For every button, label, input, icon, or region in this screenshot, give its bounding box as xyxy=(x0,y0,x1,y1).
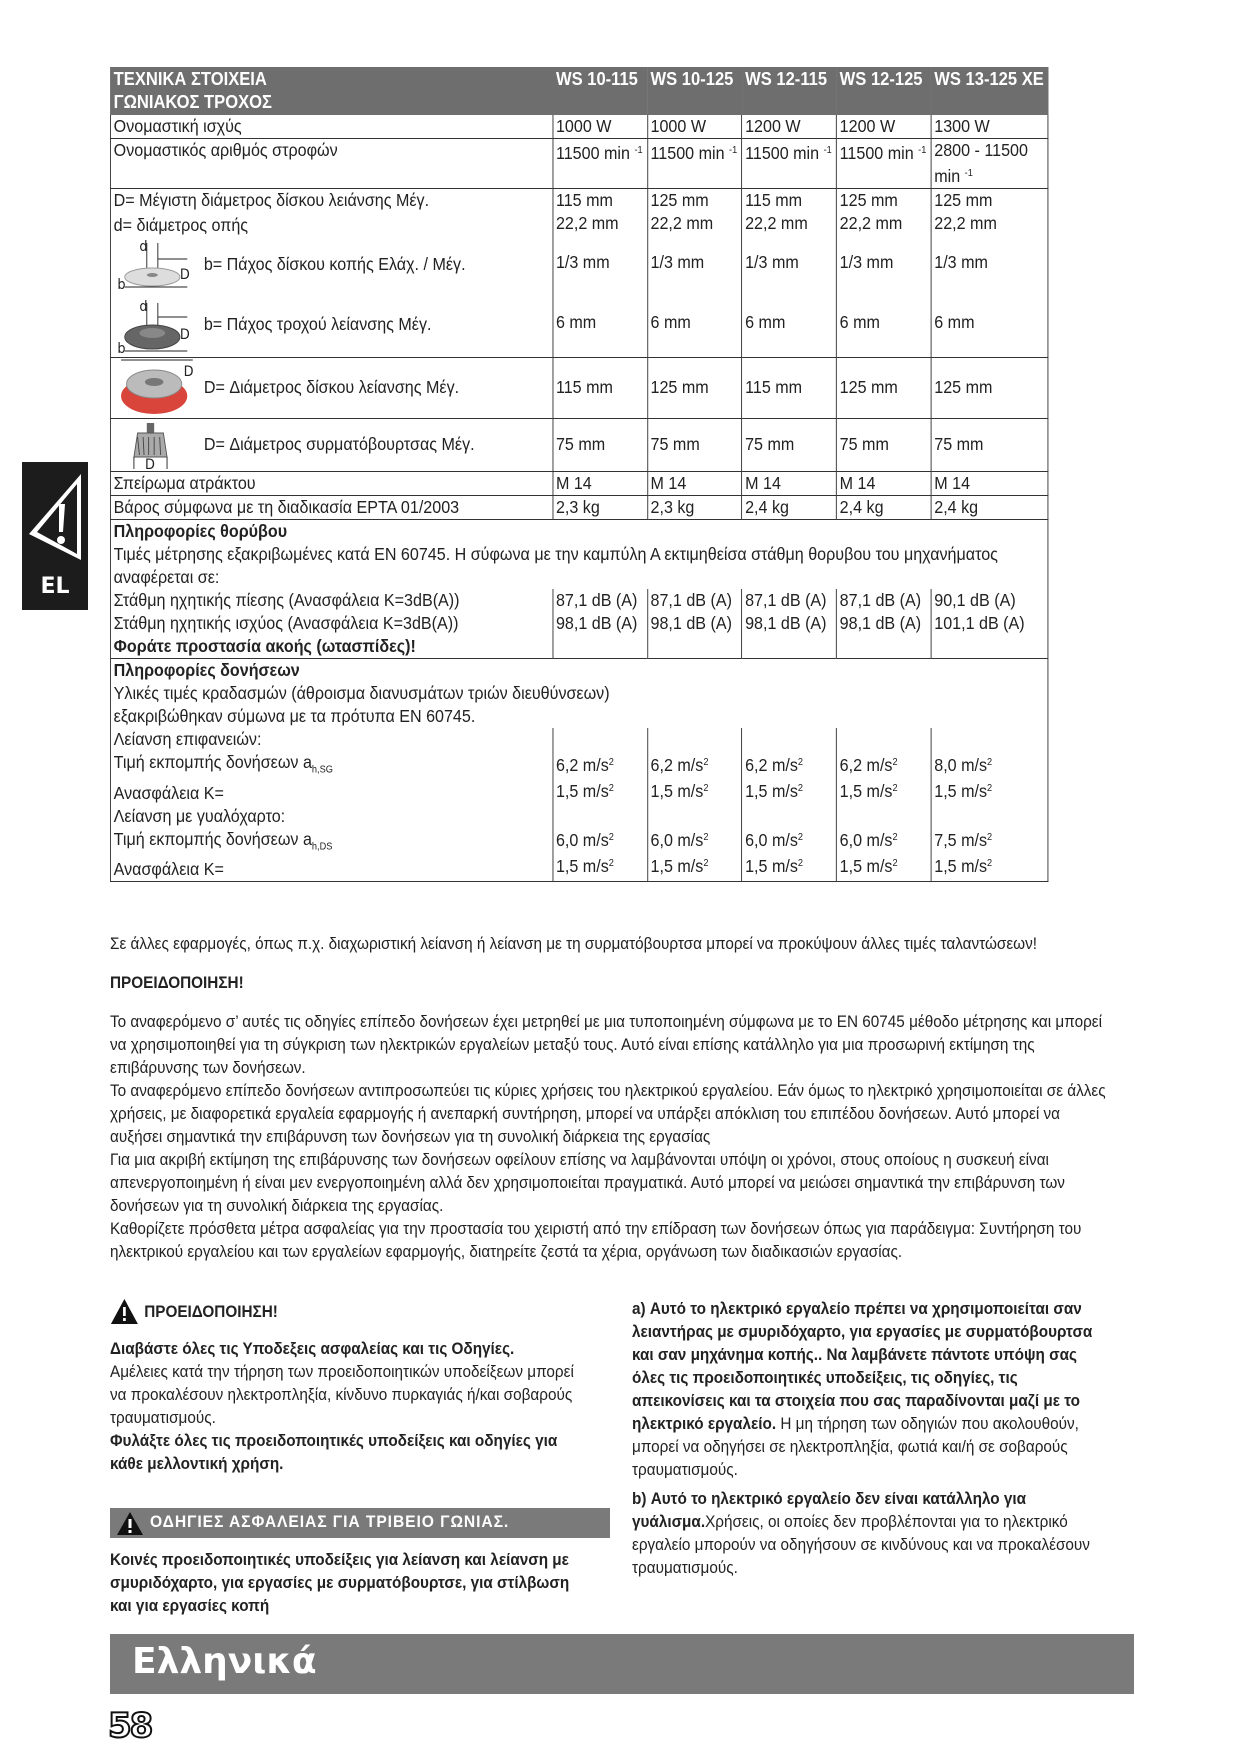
language-title: Ελληνικά xyxy=(132,1641,317,1682)
language-tab xyxy=(22,462,88,610)
warning-paragraph: Το αναφερόμενο επίπεδο δονήσεων αντιπροσωπεύει τις κύριες χρήσεις του ηλεκτρικού εργαλείου. Εάν όμως το ηλεκτρικό χρησιμοποιείται σε άλλες χρήσεις, με διαφορετικά εργαλεία εφαρμογής ή ανεπαρκή συντήρηση, μπορεί να υπάρξει απόκλιση του επιπέδου δονήσεων. Αυτό μπορεί να αυξήσει σημαντικά την επιβάρυνση των δονήσεων για τη συνολική διάρκεια της εργασίας xyxy=(110,1081,1106,1146)
model-header: WS 10-125 xyxy=(647,68,742,115)
cell: 125 mm 22,2 mm 1/3 mm 6 mm xyxy=(647,189,742,358)
table-row xyxy=(110,589,1047,659)
safety-instructions-bar: ΟΔΗΓΙΕΣ ΑΣΦΑΛΕΙΑΣ ΓΙΑ ΤΡΙΒΕΙΟ ΓΩΝΙΑΣ. xyxy=(110,1508,610,1538)
table-row xyxy=(110,358,1047,419)
model-header: WS 12-125 xyxy=(836,68,931,115)
vibration-intro: Υλικές τιμές κραδασμών (άθροισμα διανυσμάτων τριών διευθύνσεων) εξακριβώθηκαν σύμωνα με τα πρότυπα EN 60745. xyxy=(113,683,610,726)
table-row xyxy=(110,419,1047,472)
cell: 87,1 dB (A) 98,1 dB (A) xyxy=(553,589,648,659)
ear-protection-note: Φοράτε προστασία ακοής (ωτασπίδες)! xyxy=(113,636,416,656)
cell: M 14 xyxy=(836,472,931,496)
cutting-disc-icon xyxy=(117,237,191,295)
table-row xyxy=(110,472,1047,496)
cell: 11500 min $^{-1}$ xyxy=(647,139,742,189)
warning-heading: ΠΡΟΕΙΔΟΠΟΙΗΣΗ! xyxy=(110,973,244,992)
safety-warning-title: ΠΡΟΕΙΔΟΠΟΙΗΣΗ! xyxy=(110,1297,578,1325)
cell: 11500 min $^{-1}$ xyxy=(553,139,648,189)
model-header: WS 13-125 XE xyxy=(931,68,1048,115)
left-column xyxy=(110,1297,578,1475)
cell: 75 mm xyxy=(553,419,648,472)
cell: 125 mm xyxy=(836,358,931,419)
warning-triangle-icon xyxy=(116,1510,144,1536)
cell: 11500 min $^{-1}$ xyxy=(836,139,931,189)
cell: 115 mm 22,2 mm 1/3 mm 6 mm xyxy=(742,189,837,358)
svg-text:D: D xyxy=(183,364,194,381)
cell: 115 mm xyxy=(742,358,837,419)
instruction-b: b) Αυτό το ηλεκτρικό εργαλείο δεν είναι κατάλληλο για γυάλισμα.Χρήσεις, οι οποίες δεν προβλέπονται για το ηλεκτρικό εργαλείο μπορούν να οδηγήσουν σε κινδύνους και να προκαλέσουν τραυματισμούς. xyxy=(632,1489,1090,1577)
svg-text:D: D xyxy=(179,267,190,284)
cell: 6,2 $m/s^2$ 1,5 $m/s^2$ 6,0 $m/s^2$ 1,5 $m/s^2$ xyxy=(742,728,837,882)
language-footer xyxy=(110,1634,1134,1694)
warning-body xyxy=(110,1010,1109,1263)
other-applications-note: Σε άλλες εφαρμογές, όπως π.χ. διαχωριστική λείανση ή λείανση με τη συρματόβουρτσα μπορεί να προκύψουν άλλες τιμές ταλαντώσεων! xyxy=(110,934,1038,953)
table-row xyxy=(110,496,1047,520)
table-row xyxy=(110,728,1047,882)
svg-text:D: D xyxy=(179,327,190,344)
svg-text:D: D xyxy=(144,457,155,471)
wire-brush-icon xyxy=(117,419,196,471)
cell: M 14 xyxy=(742,472,837,496)
instruction-a: a) Αυτό το ηλεκτρικό εργαλείο πρέπει να χρησιμοποιείται σαν λειαντήρας με σμυριδόχαρτο, για εργασίες με συρματόβουρτσα και σαν μηχάνημα κοπής.. Να λαμβάνετε πάντοτε υπόψη σας όλες τις προειδοποιητικές υποδείξεις, τις οδηγίες, τις απεικονίσεις και τα στοιχεία που σας παραδίνονται μαζί με το ηλεκτρικό εργαλείο. Η μη τήρηση των οδηγιών που ακολουθούν, μπορεί να οδηγήσει σε ηλεκτροπληξία, φωτιά και/ή σε σοβαρούς τραυματισμούς. xyxy=(632,1299,1093,1479)
row-label: Ονομαστικός αριθμός στροφών xyxy=(110,139,552,189)
cell: 2,3 kg xyxy=(553,496,648,520)
cell: 115 mm xyxy=(553,358,648,419)
warning-paragraph: Το αναφερόμενο σ’ αυτές τις οδηγίες επίπεδο δονήσεων έχει μετρηθεί με μια τυποποιημένη σύμφωνα με το EN 60745 μέθοδο μέτρησης και μπορεί να χρησιμοποιηθεί για τη σύγκριση των ηλεκτρικών εργαλείων μεταξύ τους. Αυτό είναι επίσης κατάλληλο για μια προσωρινή εκτίμηση της επιβάρυνσης των δονήσεων. xyxy=(110,1012,1103,1077)
cell: 8,0 $m/s^2$ 1,5 $m/s^2$ 7,5 $m/s^2$ 1,5 $m/s^2$ xyxy=(931,728,1048,882)
cell: 75 mm xyxy=(931,419,1048,472)
row-label: Βάρος σύμφωνα με τη διαδικασία EPTA 01/2003 xyxy=(110,496,552,520)
grinding-wheel-row: d b D b= Πάχος τροχού λείανσης Μέγ. xyxy=(114,297,550,357)
cell: 125 mm 22,2 mm 1/3 mm 6 mm xyxy=(836,189,931,358)
svg-text:b: b xyxy=(117,277,126,294)
cell: 6,2 $m/s^2$ 1,5 $m/s^2$ 6,0 $m/s^2$ 1,5 $m/s^2$ xyxy=(836,728,931,882)
cell: 2,4 kg xyxy=(742,496,837,520)
cell: 2,3 kg xyxy=(647,496,742,520)
cell: 1200 W xyxy=(742,115,837,139)
cell: 75 mm xyxy=(647,419,742,472)
svg-text:b: b xyxy=(117,341,126,355)
cell: 1200 W xyxy=(836,115,931,139)
vibration-heading: Πληροφορίες δονήσεων xyxy=(113,660,300,680)
cutting-disc-row: d b D b= Πάχος δίσκου κοπής Ελάχ. / Μέγ. xyxy=(114,237,550,297)
cell: 125 mm xyxy=(647,358,742,419)
table-row xyxy=(110,139,1047,189)
model-header: WS 10-115 xyxy=(553,68,648,115)
cell: 115 mm 22,2 mm 1/3 mm 6 mm xyxy=(553,189,648,358)
vibration-section xyxy=(110,659,1047,729)
row-label: D D= Διάμετρος δίσκου λείανσης Μέγ. xyxy=(110,358,552,419)
row-label: Σπείρωμα ατράκτου xyxy=(110,472,552,496)
cell: 125 mm xyxy=(931,358,1048,419)
keep-instructions: Φυλάξτε όλες τις προειδοποιητικές υποδείξεις και οδηγίες για κάθε μελλοντική χρήση. xyxy=(110,1431,558,1473)
table-header-row xyxy=(110,68,1047,115)
common-warnings: Κοινές προειδοποιητικές υποδείξεις για λείανση και λείανση με σμυριδόχαρτο, για εργασίες με συρματόβουρτσε, για στίλβωση και για εργασίες κοπή xyxy=(110,1550,570,1615)
table-row xyxy=(110,115,1047,139)
cell: 1300 W xyxy=(931,115,1048,139)
cell: M 14 xyxy=(647,472,742,496)
cell: 87,1 dB (A) 98,1 dB (A) xyxy=(742,589,837,659)
row-label: D= Μέγιστη διάμετρος δίσκου λειάνσης Μέγ. d= διάμετρος οπής d b D b= Πάχος δίσκου κοπής Ελάχ. / Μέγ. d b D b= Πάχος τροχού λείανσης Μέγ. xyxy=(110,189,552,358)
sanding-disc-icon xyxy=(117,358,196,418)
table-row xyxy=(110,189,1047,358)
cell: 2,4 kg xyxy=(931,496,1048,520)
svg-text:d: d xyxy=(139,299,148,316)
technical-data-table xyxy=(110,67,1048,882)
cell: 6,2 $m/s^2$ 1,5 $m/s^2$ 6,0 $m/s^2$ 1,5 $m/s^2$ xyxy=(553,728,648,882)
noise-heading: Πληροφορίες θορύβου xyxy=(113,521,288,541)
cell: 1000 W xyxy=(553,115,648,139)
read-instructions: Διαβάστε όλες τις Υποδεξεις ασφαλείας και τις Οδηγίες. xyxy=(110,1339,515,1358)
language-code: EL xyxy=(40,574,70,599)
page-number: 58 xyxy=(108,1706,152,1746)
warning-triangle-icon xyxy=(110,1297,139,1325)
cell: 11500 min $^{-1}$ xyxy=(742,139,837,189)
cell: 90,1 dB (A) 101,1 dB (A) xyxy=(931,589,1048,659)
model-header: WS 12-115 xyxy=(742,68,837,115)
grinding-wheel-icon xyxy=(117,297,191,355)
table-title-2: ΓΩΝΙΑΚΟΣ ΤΡΟΧΟΣ xyxy=(113,92,272,112)
cell: 75 mm xyxy=(836,419,931,472)
read-instructions-text: Αμέλειες κατά την τήρηση των προειδοποιητικών υποδείξεων μπορεί να προκαλέσουν ηλεκτροπληξία, κίνδυνο πυρκαγιάς ή/και σοβαρούς τραυματισμούς. xyxy=(110,1362,574,1427)
table-title-1: ΤΕΧΝΙΚΑ ΣΤΟΙΧΕΙΑ xyxy=(113,69,267,89)
row-label: Στάθμη ηχητικής πίεσης (Ανασφάλεια K=3dB(A)) Στάθμη ηχητικής ισχύος (Ανασφάλεια K=3dB(A)) Φοράτε προστασία ακοής (ωτασπίδες)! xyxy=(110,589,552,659)
warning-exclamation-icon xyxy=(25,470,85,564)
cell: 75 mm xyxy=(742,419,837,472)
cell: 2800 - 11500 min $^{-1}$ xyxy=(931,139,1048,189)
cell: M 14 xyxy=(931,472,1048,496)
cell: 125 mm 22,2 mm 1/3 mm 6 mm xyxy=(931,189,1048,358)
noise-intro: Τιμές μέτρησης εξακριβωμένες κατά EN 60745. Η σύφωνα με την καμπύλη Α εκτιμηθείσα στάθμη θορυβου του μηχανήματος αναφέρεται σε: xyxy=(113,544,998,587)
warning-paragraph: Για μια ακριβή εκτίμηση της επιβάρυνσης των δονήσεων οφείλουν επίσης να λαμβάνονται υπόψη οι χρόνοι, στους οποίους η συσκευή είναι απενεργοποιημένη ή είναι μεν ενεργοποιημένη αλλά δεν χρησιμοποιείται πραγματικά. Αυτό μπορεί να μειώσει σημαντικά την επιβάρυνση των δονήσεων για τη συνολική διάρκεια της εργασίας. xyxy=(110,1150,1065,1215)
right-column xyxy=(632,1297,1100,1579)
row-label: Λείανση επιφανειών: Τιμή εκπομπής δονήσεων $a_{h,SG}$ Ανασφάλεια K= Λείανση με γυαλόχαρτο: Τιμή εκπομπής δονήσεων $a_{h,DS}$ Ανασφάλεια K= xyxy=(110,728,552,882)
warning-paragraph: Καθορίζετε πρόσθετα μέτρα ασφαλείας για την προστασία του χειριστή από την επίδραση των δονήσεων όπως για παράδειγμα: Συντήρηση του ηλεκτρικού εργαλείου και των εργαλείων εφαρμογής, διατηρείτε ζεστά τα χέρια, οργάνωση των διαδικασιών εργασίας. xyxy=(110,1219,1082,1261)
cell: 2,4 kg xyxy=(836,496,931,520)
cell: 6,2 $m/s^2$ 1,5 $m/s^2$ 6,0 $m/s^2$ 1,5 $m/s^2$ xyxy=(647,728,742,882)
cell: 1000 W xyxy=(647,115,742,139)
noise-section xyxy=(110,520,1047,590)
row-label: D D= Διάμετρος συρματόβουρτσας Μέγ. xyxy=(110,419,552,472)
cell: M 14 xyxy=(553,472,648,496)
row-label: Ονομαστική ισχύς xyxy=(110,115,552,139)
cell: 87,1 dB (A) 98,1 dB (A) xyxy=(836,589,931,659)
cell: 87,1 dB (A) 98,1 dB (A) xyxy=(647,589,742,659)
svg-text:d: d xyxy=(139,239,148,256)
